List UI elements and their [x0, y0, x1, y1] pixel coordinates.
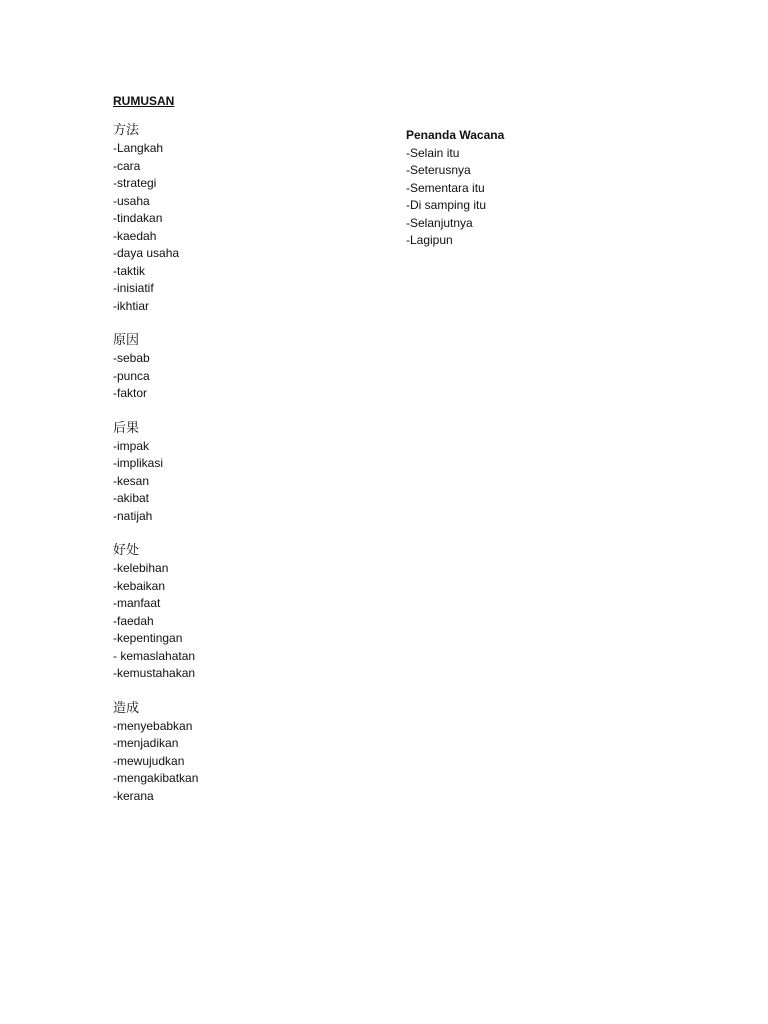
section-heading: 原因: [113, 333, 140, 348]
term-item: -mewujudkan: [113, 753, 185, 768]
left-column: [113, 122, 353, 822]
term-item: -manfaat: [113, 596, 161, 610]
term-item: -Sementara itu: [406, 180, 485, 195]
term-item: -usaha: [113, 193, 150, 208]
discourse-markers-heading: Penanda Wacana: [406, 128, 505, 142]
term-item: -taktik: [113, 263, 146, 278]
term-item: -inisiatif: [113, 281, 154, 295]
term-item: -kerana: [113, 788, 154, 803]
term-item: -Selain itu: [406, 145, 460, 160]
term-item: -daya usaha: [113, 246, 180, 260]
term-list: [113, 438, 353, 526]
term-item: -kemustahakan: [113, 666, 196, 680]
term-item: -punca: [113, 368, 150, 383]
term-item: -kebaikan: [113, 578, 166, 593]
term-item: -kepentingan: [113, 631, 183, 645]
section-cause-effect: [113, 700, 353, 806]
term-item: - kemaslahatan: [113, 648, 196, 663]
section-heading: 后果: [113, 420, 140, 436]
term-item: -Selanjutnya: [406, 215, 473, 230]
term-item: -Di samping itu: [406, 198, 487, 212]
term-item: -Lagipun: [406, 233, 453, 247]
section-benefit: [113, 542, 353, 683]
section-method: [113, 122, 353, 315]
document-title: RUMUSAN: [113, 94, 175, 108]
section-heading: 好处: [113, 543, 140, 558]
term-item: -Langkah: [113, 141, 164, 155]
right-column: [406, 127, 646, 250]
section-cause: [113, 332, 353, 403]
term-item: -faktor: [113, 386, 148, 400]
term-item: -natijah: [113, 508, 153, 523]
term-item: -strategi: [113, 176, 157, 190]
term-item: -menjadikan: [113, 736, 179, 750]
term-item: -kesan: [113, 473, 150, 488]
section-heading: 方法: [113, 123, 140, 138]
term-list: [113, 718, 353, 806]
term-item: -mengakibatkan: [113, 771, 199, 785]
term-list: [113, 350, 353, 403]
term-list: [113, 560, 353, 683]
term-item: -tindakan: [113, 211, 163, 225]
section-heading: 造成: [113, 700, 140, 716]
section-consequence: [113, 420, 353, 526]
term-item: -impak: [113, 438, 150, 453]
term-item: -ikhtiar: [113, 298, 150, 313]
term-item: -Seterusnya: [406, 163, 471, 177]
term-item: -akibat: [113, 491, 150, 505]
term-list: [113, 140, 353, 315]
term-item: -kaedah: [113, 228, 157, 243]
term-item: -implikasi: [113, 456, 164, 470]
discourse-markers-list: [406, 145, 646, 250]
term-item: -faedah: [113, 613, 154, 628]
term-item: -cara: [113, 158, 141, 173]
term-item: -sebab: [113, 351, 150, 365]
term-item: -kelebihan: [113, 561, 169, 575]
term-item: -menyebabkan: [113, 718, 193, 733]
